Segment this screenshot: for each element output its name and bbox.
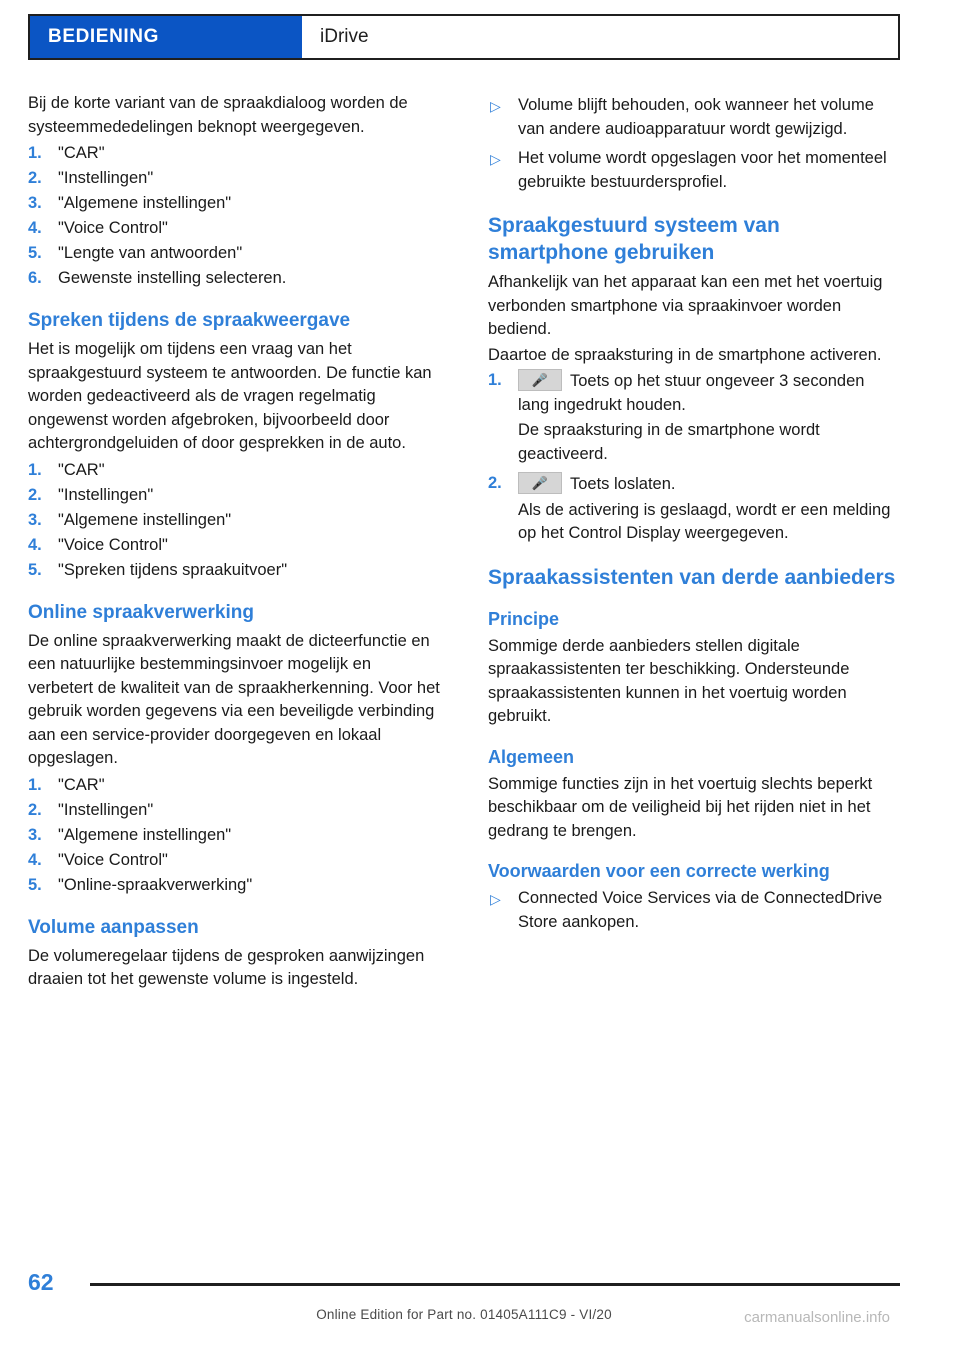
list-text: "Voice Control": [58, 219, 168, 237]
list-item: [28, 483, 440, 507]
algemeen-paragraph: Sommige functies zijn in het voertuig slechts beperkt beschikbaar om de veiligheid bij het rijden niet in het gedrang te brengen.: [488, 774, 873, 840]
heading-volume-aanpassen: Volume aanpassen: [28, 916, 199, 938]
list-item: [28, 823, 440, 847]
steps-list-spreken: [28, 458, 440, 582]
list-text: "Algemene instellingen": [58, 194, 232, 212]
heading-spreken-tijdens-spraakweergave: Spreken tijdens de spraakweergave: [28, 310, 351, 331]
mic-glyph: 🎤: [531, 372, 549, 388]
list-item: [28, 458, 440, 482]
list-number: 2.: [28, 800, 42, 819]
step-2-note: Als de activering is geslaagd, wordt er een melding op het Control Display weergegeven.: [518, 500, 891, 542]
list-number: 2.: [28, 485, 42, 504]
list-text: Gewenste instelling selecteren.: [58, 269, 287, 287]
list-item: [28, 266, 440, 290]
list-number: 4.: [28, 850, 42, 869]
page-number: 62: [28, 1269, 54, 1295]
list-number: 1.: [488, 371, 502, 389]
list-text: "Algemene instellingen": [58, 510, 232, 529]
subheading-voorwaarden: Voorwaarden voor een correcte werking: [488, 861, 830, 881]
bullets-voorwaarden: [488, 887, 900, 934]
list-text: "Voice Control": [58, 535, 168, 554]
subheading-algemeen: Algemeen: [488, 746, 575, 767]
step-item-2: [488, 472, 900, 497]
list-number: 3.: [28, 510, 42, 529]
step-1-note: De spraaksturing in de smartphone wordt geactiveerd.: [518, 421, 820, 463]
list-text: "Instellingen": [58, 169, 154, 187]
triangle-bullet-icon: ▷: [490, 891, 501, 907]
list-number: 4.: [28, 219, 42, 237]
microphone-button-icon: [518, 369, 562, 391]
list-item: [28, 241, 440, 265]
list-item: [28, 848, 440, 872]
microphone-button-icon: [518, 472, 562, 494]
list-text: "Instellingen": [58, 485, 154, 504]
list-text: "Algemene instellingen": [58, 825, 232, 844]
page-header: [28, 14, 900, 60]
subheading-principe: Principe: [488, 608, 560, 629]
list-item: [28, 166, 440, 190]
list-number: 3.: [28, 825, 42, 844]
list-number: 1.: [28, 460, 42, 479]
list-number: 5.: [28, 560, 42, 579]
list-item: [28, 216, 440, 240]
list-text: "Spreken tijdens spraakuitvoer": [58, 560, 288, 579]
volume-paragraph: De volumeregelaar tijdens de gesproken aanwijzingen draaien tot het gewenste volume is ingesteld.: [28, 946, 425, 988]
list-number: 3.: [28, 194, 42, 212]
list-item: [28, 508, 440, 532]
list-item: [28, 191, 440, 215]
list-number: 1.: [28, 144, 42, 162]
right-column: [488, 92, 900, 994]
list-number: 5.: [28, 244, 42, 262]
list-text: Toets loslaten.: [570, 475, 676, 493]
intro-paragraph: Bij de korte variant van de spraakdialoog worden de systeemmededelingen beknopt weergegeven.: [28, 94, 408, 136]
list-text: "CAR": [58, 460, 105, 479]
heading-spraakassistenten-derde-aanbieders: Spraakassistenten van derde aanbieders: [488, 565, 896, 589]
list-text: Volume blijft behouden, ook wanneer het volume van andere audioapparatuur wordt gewijzigd.: [518, 96, 874, 138]
list-text: Toets op het stuur ongeveer 3 seconden lang ingedrukt houden.: [518, 372, 865, 414]
list-item: [28, 533, 440, 557]
list-number: 1.: [28, 775, 42, 794]
list-number: 2.: [28, 169, 42, 187]
list-number: 5.: [28, 875, 42, 894]
bullets-volume-notes: [488, 94, 900, 194]
header-topic-label: iDrive: [320, 26, 369, 47]
triangle-bullet-icon: ▷: [490, 98, 501, 114]
left-column: [28, 92, 440, 994]
principe-paragraph: Sommige derde aanbieders stellen digitale spraakassistenten ter beschikking. Ondersteunde spraakassistenten kunnen in het voertuig worden gebruikt.: [488, 636, 850, 725]
list-item: [488, 94, 900, 141]
list-text: "CAR": [58, 144, 105, 162]
list-item: [28, 141, 440, 165]
footer-divider: [90, 1283, 900, 1286]
header-section-label: BEDIENING: [30, 16, 302, 58]
list-item: [28, 873, 440, 897]
online-paragraph: De online spraakverwerking maakt de dicteerfunctie en een natuurlijke bestemmingsinvoer mogelijk en verbetert de kwaliteit van de spraakherkenning. Voor het gebruik worden gegevens via een beveiligde verbinding aan een service-provider doorgegeven en lokaal opgeslagen.: [28, 631, 440, 767]
list-text: "Online-spraakverwerking": [58, 875, 253, 894]
list-number: 4.: [28, 535, 42, 554]
list-text: Het volume wordt opgeslagen voor het momenteel gebruikte bestuurdersprofiel.: [518, 149, 887, 191]
step-item-1: [488, 369, 900, 417]
list-item: [488, 147, 900, 194]
mic-glyph: 🎤: [531, 475, 549, 491]
list-number: 2.: [488, 474, 502, 492]
list-item: [28, 558, 440, 582]
list-text: "Instellingen": [58, 800, 154, 819]
list-text: "Voice Control": [58, 850, 168, 869]
triangle-bullet-icon: ▷: [490, 151, 501, 167]
spreken-paragraph: Het is mogelijk om tijdens een vraag van het spraakgestuurd systeem te antwoorden. De functie kan worden gedeactiveerd als de vragen regelmatig ongewenst worden afgebroken, bijvoorbeeld door achtergrondgeluiden of door gesprekken in de auto.: [28, 340, 432, 452]
list-item: [488, 887, 900, 934]
smartphone-paragraph-1: Afhankelijk van het apparaat kan een met het voertuig verbonden smartphone via spraakinvoer worden bediend.: [488, 273, 883, 338]
watermark-text: carmanualsonline.info: [744, 1309, 890, 1326]
edition-text: Online Edition for Part no. 01405A111C9 - VI/20: [316, 1307, 612, 1322]
steps-list-lengte-antwoorden: [28, 141, 440, 290]
heading-spraakgestuurd-systeem-smartphone: Spraakgestuurd systeem van smartphone gebruiken: [488, 214, 780, 264]
list-number: 6.: [28, 269, 42, 287]
list-item: [28, 798, 440, 822]
heading-online-spraakverwerking: Online spraakverwerking: [28, 601, 254, 623]
list-item: [28, 773, 440, 797]
content-columns: [28, 92, 900, 994]
list-text: "Lengte van antwoorden": [58, 244, 243, 262]
steps-list-online: [28, 773, 440, 897]
list-text: "CAR": [58, 775, 105, 794]
smartphone-paragraph-2: Daartoe de spraaksturing in de smartphone activeren.: [488, 345, 882, 364]
list-text: Connected Voice Services via de ConnectedDrive Store aankopen.: [518, 889, 883, 931]
